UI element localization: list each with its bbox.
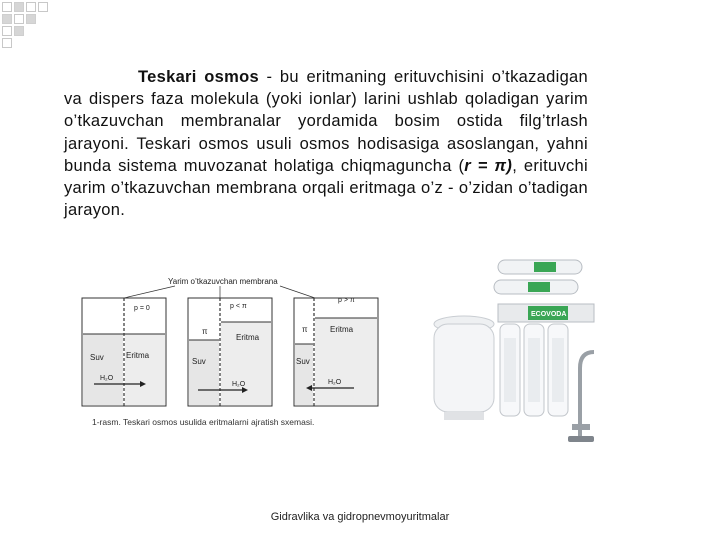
panel-2 — [188, 298, 272, 406]
solution-label-2: Eritma — [236, 333, 260, 342]
panel-1 — [82, 298, 166, 406]
water-label-1: Suv — [90, 353, 104, 362]
figure-caption: 1-rasm. Teskari osmos usulida eritmalarni ajratish sxemasi. — [92, 417, 315, 427]
water-formula-3: H₂O — [328, 379, 342, 386]
water-label-2: Suv — [192, 357, 206, 366]
solution-label-1: Eritma — [126, 351, 150, 360]
pi-symbol-3: π — [302, 325, 308, 334]
brand-label: ECOVODA — [531, 311, 567, 318]
pressure-label-2: p < π — [230, 303, 247, 310]
pi-symbol-2: π — [202, 327, 208, 336]
paragraph-lead: - bu eritmaning erituvchisini o’tkazadigan va dispers faza molekula (yoki ionlar) larini ushlab qoladigan yarim o’tkazuvchan membranalar yordamida bosim ostida filg’trlash jarayoni. Teskari osmos usuli osmos hodisasiga asoslangan, yahni bunda sistema muvozanat holatiga chiqmaguncha ( — [64, 68, 588, 175]
pressure-label-3: p > π — [338, 297, 355, 304]
water-filter-system — [428, 256, 598, 446]
water-formula-2: H₂O — [232, 381, 246, 388]
panel-3 — [294, 297, 378, 406]
water-formula-1: H₂O — [100, 375, 114, 382]
solution-label-3: Eritma — [330, 325, 354, 334]
water-label-3: Suv — [296, 357, 310, 366]
term-heading: Teskari osmos — [138, 68, 259, 86]
equation: r = π) — [464, 156, 513, 175]
paragraph-tail: , erituvchi yarim o’tkazuvchan membrana orqali eritmaga o’z - o’zidan o’tadigan jarayon. — [64, 156, 588, 220]
osmosis-diagram — [80, 272, 390, 432]
membrane-label: Yarim o’tkazuvchan membrana — [168, 277, 278, 286]
corner-decoration — [0, 0, 60, 50]
pressure-label-1: p = 0 — [134, 305, 150, 312]
footer-text: Gidravlika va gidropnevmoyuritmalar — [270, 511, 450, 523]
main-paragraph — [64, 66, 588, 221]
